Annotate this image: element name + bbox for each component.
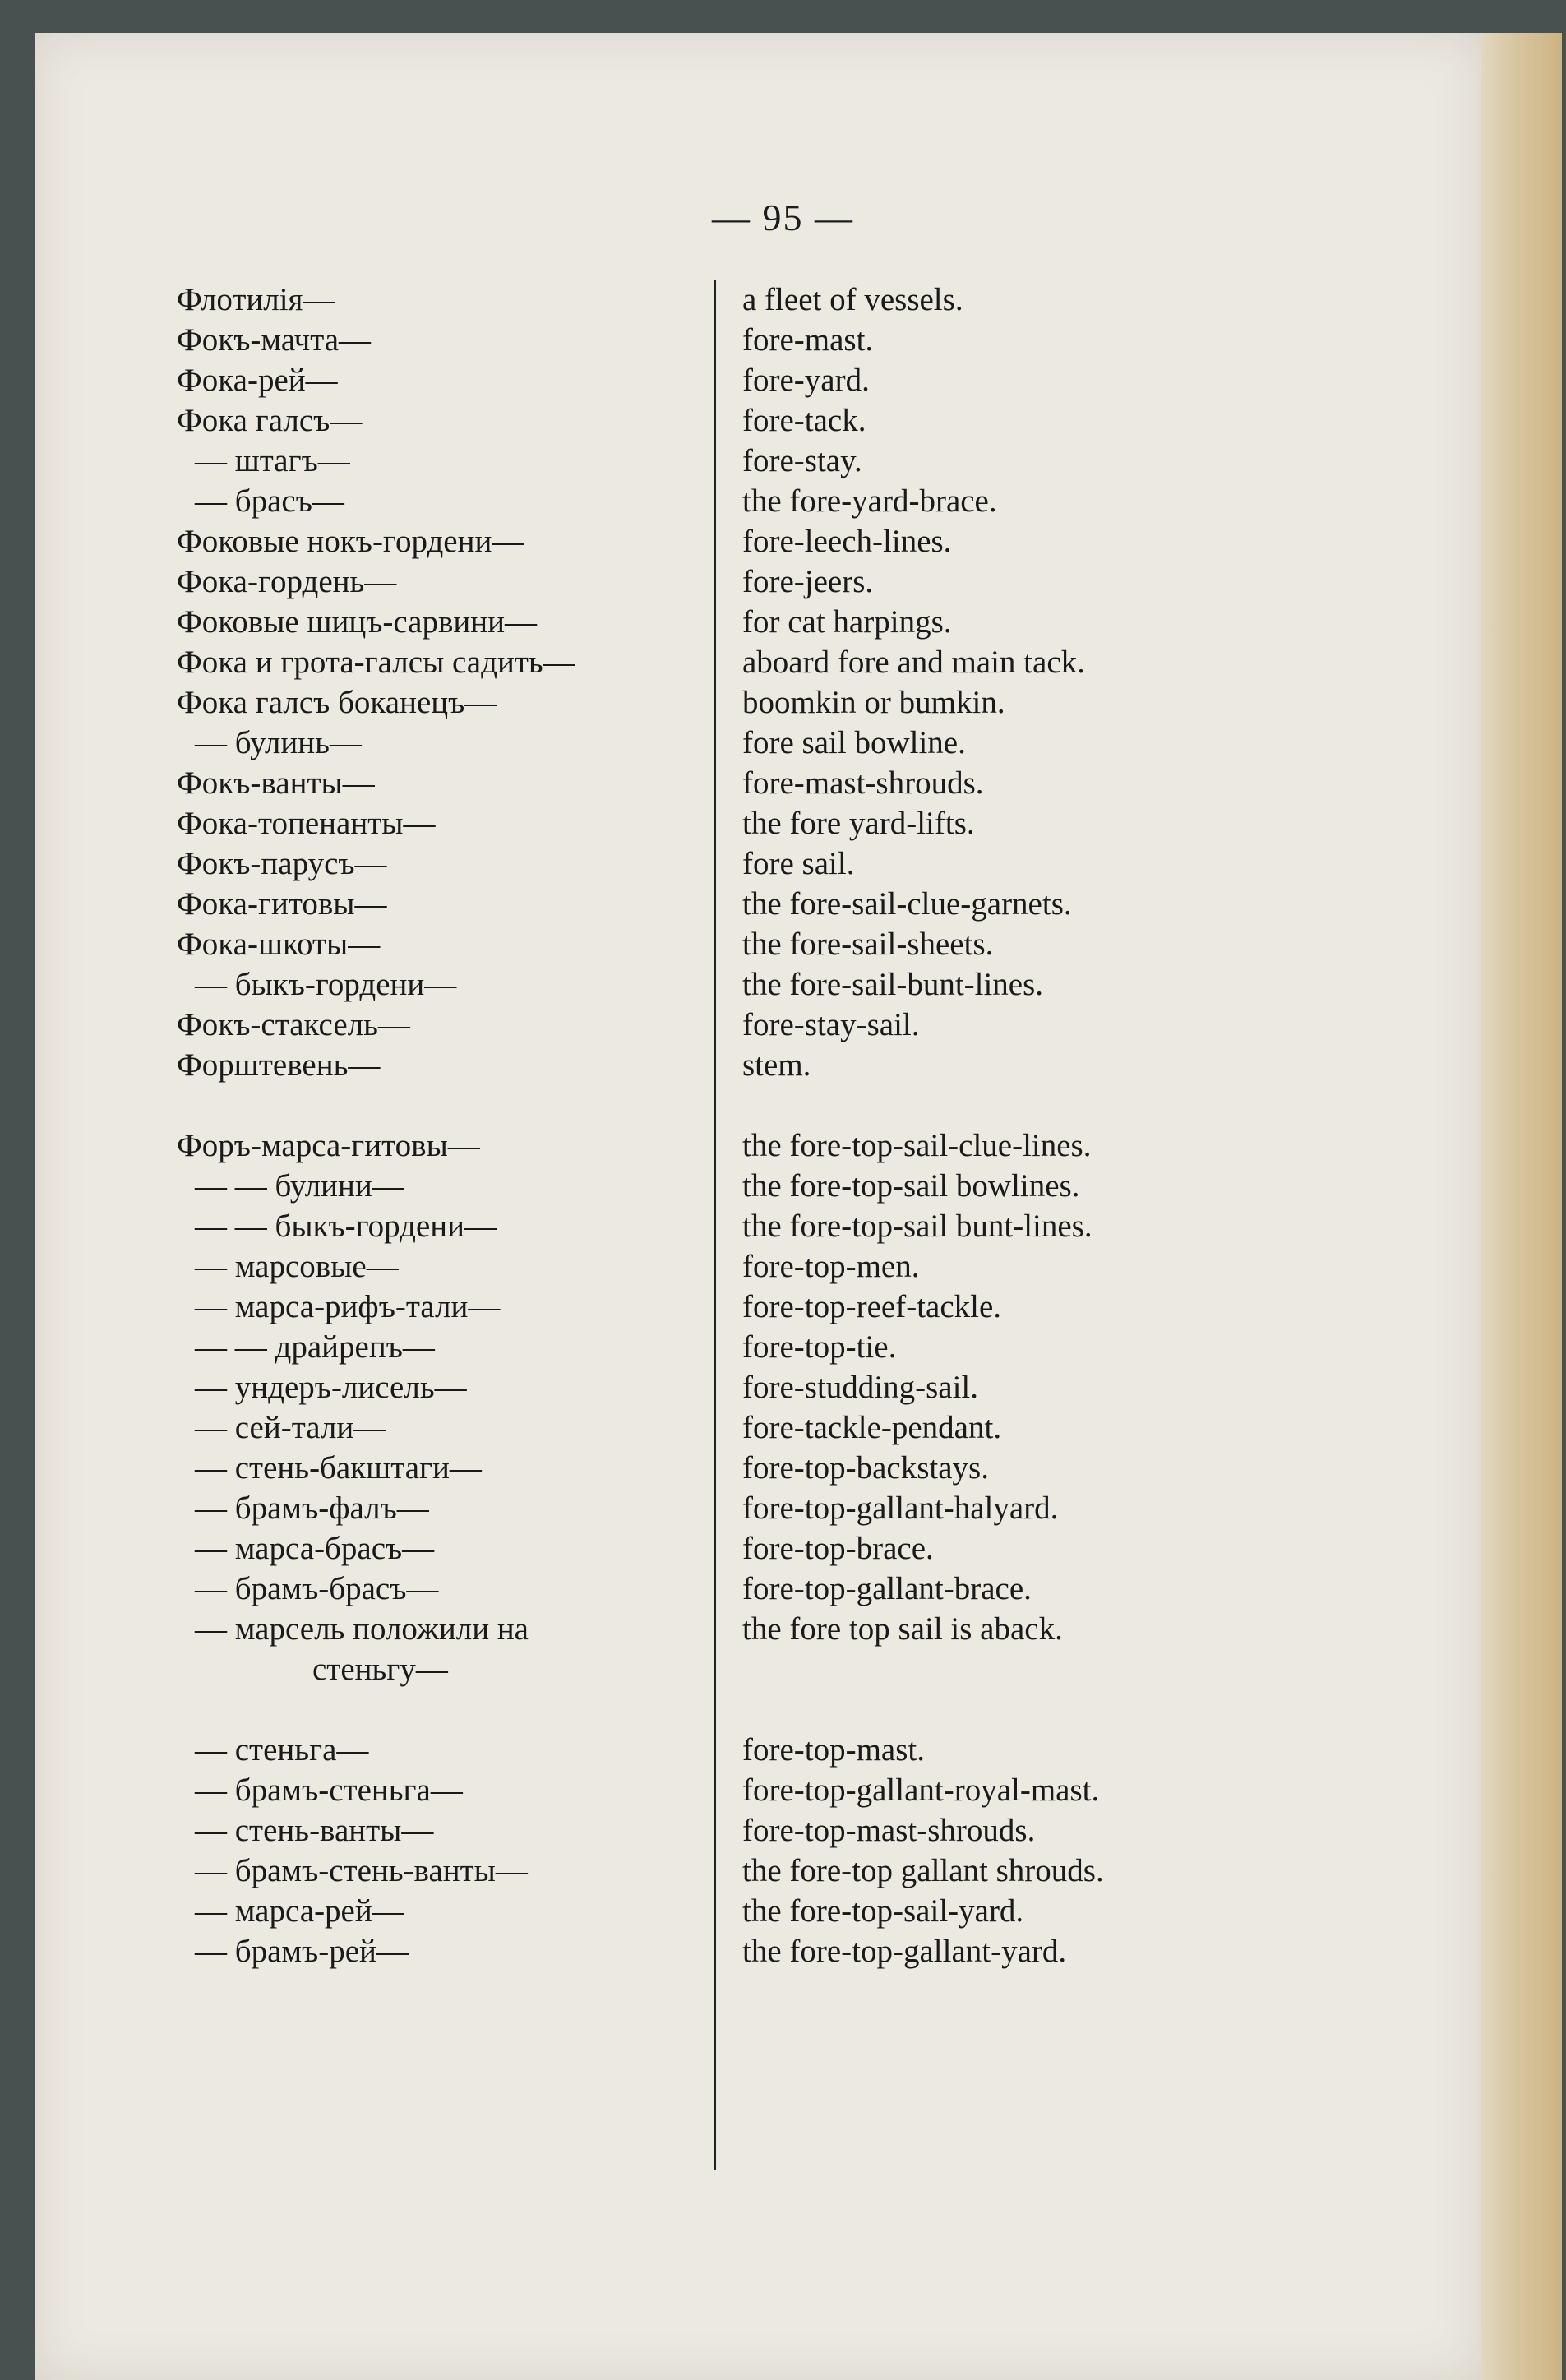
glossary-row xyxy=(0,1528,1566,1569)
russian-term: — стень-бакштаги— xyxy=(195,1450,482,1486)
glossary-row xyxy=(0,400,1566,441)
russian-term: — брамъ-брасъ— xyxy=(195,1571,439,1606)
glossary-row xyxy=(0,481,1566,521)
glossary-row xyxy=(0,1810,1566,1851)
russian-term: — марсель положили на xyxy=(195,1611,529,1647)
glossary-row xyxy=(0,441,1566,481)
russian-term: — брамъ-фалъ— xyxy=(195,1490,429,1526)
russian-term: Форштевень— xyxy=(177,1047,381,1083)
russian-term: — — быкъ-гордени— xyxy=(195,1208,497,1244)
glossary-row xyxy=(0,682,1566,723)
russian-term: Фокъ-парусъ— xyxy=(177,846,387,881)
glossary-row xyxy=(0,803,1566,843)
english-term: fore-tack. xyxy=(742,403,866,438)
glossary-row xyxy=(0,1045,1566,1085)
english-term: fore-stay-sail. xyxy=(742,1007,920,1042)
english-term: fore-top-gallant-brace. xyxy=(742,1571,1032,1606)
glossary-row xyxy=(0,642,1566,682)
glossary-row xyxy=(0,1327,1566,1367)
glossary-gap xyxy=(0,1085,1566,1125)
glossary-row xyxy=(0,320,1566,360)
english-term: fore sail. xyxy=(742,846,855,881)
glossary-row xyxy=(0,964,1566,1005)
russian-term: — брамъ-рей— xyxy=(195,1934,409,1969)
english-term: the fore-top-gallant-yard. xyxy=(742,1934,1067,1969)
russian-term: Фоковые нокъ-гордени— xyxy=(177,524,524,559)
glossary-row xyxy=(0,1287,1566,1327)
russian-term: — стеньга— xyxy=(195,1732,369,1768)
russian-term: — стень-ванты— xyxy=(195,1813,434,1848)
russian-term: — марсовые— xyxy=(195,1249,399,1284)
glossary-row xyxy=(0,1770,1566,1810)
russian-term: Фока-топенанты— xyxy=(177,806,436,841)
russian-term: — сей-тали— xyxy=(195,1410,386,1445)
russian-term: — брамъ-стеньга— xyxy=(195,1772,463,1808)
glossary-row xyxy=(0,280,1566,320)
english-term: stem. xyxy=(742,1047,811,1083)
glossary-row xyxy=(0,1488,1566,1528)
english-term: fore-leech-lines. xyxy=(742,524,952,559)
glossary-row xyxy=(0,1367,1566,1407)
russian-term: Фока галсъ боканецъ— xyxy=(177,685,497,720)
english-term: the fore yard-lifts. xyxy=(742,806,975,841)
glossary-row xyxy=(0,1206,1566,1246)
glossary-row xyxy=(0,924,1566,964)
russian-term: Фока и грота-галсы садить— xyxy=(177,645,575,680)
russian-term: — булинь— xyxy=(195,725,362,760)
glossary-row xyxy=(0,1246,1566,1287)
russian-term: — ундеръ-лисель— xyxy=(195,1370,467,1405)
glossary-row xyxy=(0,843,1566,884)
glossary-row xyxy=(0,1448,1566,1488)
russian-term: — — драйрепъ— xyxy=(195,1329,435,1365)
glossary-row xyxy=(0,360,1566,400)
glossary-gap xyxy=(0,1689,1566,1730)
english-term: fore-top-mast. xyxy=(742,1732,926,1768)
russian-term: Фока-шкоты— xyxy=(177,927,381,962)
english-term: the fore-sail-sheets. xyxy=(742,927,994,962)
glossary-list xyxy=(0,280,1566,1971)
glossary-row xyxy=(0,1569,1566,1609)
english-term: the fore-top-sail-clue-lines. xyxy=(742,1128,1092,1163)
russian-term: — марса-рифъ-тали— xyxy=(195,1289,501,1324)
russian-term: Фока галсъ— xyxy=(177,403,363,438)
english-term: fore-jeers. xyxy=(742,564,874,599)
russian-term: Фока-гордень— xyxy=(177,564,397,599)
english-term: fore-top-reef-tackle. xyxy=(742,1289,1002,1324)
glossary-row xyxy=(0,1931,1566,1971)
english-term: the fore-top-sail-yard. xyxy=(742,1893,1024,1929)
english-term: the fore-top gallant shrouds. xyxy=(742,1853,1104,1888)
russian-term: — марса-рей— xyxy=(195,1893,404,1929)
english-term: the fore-top-sail bowlines. xyxy=(742,1168,1080,1204)
russian-term: Фокъ-ванты— xyxy=(177,765,375,801)
english-term: fore-top-gallant-royal-mast. xyxy=(742,1772,1100,1808)
english-term: fore-studding-sail. xyxy=(742,1370,979,1405)
glossary-row xyxy=(0,1730,1566,1770)
english-term: fore-top-backstays. xyxy=(742,1450,989,1486)
russian-term: — марса-брасъ— xyxy=(195,1531,435,1566)
english-term: fore-tackle-pendant. xyxy=(742,1410,1002,1445)
glossary-row xyxy=(0,1891,1566,1931)
english-term: the fore-sail-bunt-lines. xyxy=(742,967,1044,1002)
english-term: fore-top-men. xyxy=(742,1249,920,1284)
english-term: fore-mast-shrouds. xyxy=(742,765,984,801)
glossary-row xyxy=(0,1851,1566,1891)
glossary-row xyxy=(0,1649,1566,1689)
english-term: fore-yard. xyxy=(742,363,870,398)
russian-term: Форъ-марса-гитовы— xyxy=(177,1128,480,1163)
english-term: fore-stay. xyxy=(742,443,862,478)
russian-term: — брасъ— xyxy=(195,483,344,519)
glossary-row xyxy=(0,1125,1566,1166)
page-number: — 95 — xyxy=(712,196,854,238)
russian-term: — — булини— xyxy=(195,1168,404,1204)
english-term: fore-top-brace. xyxy=(742,1531,934,1566)
english-term: the fore top sail is aback. xyxy=(742,1611,1063,1647)
russian-term: Фокъ-стаксель— xyxy=(177,1007,410,1042)
glossary-row xyxy=(0,561,1566,602)
english-term: fore sail bowline. xyxy=(742,725,966,760)
english-term: aboard fore and main tack. xyxy=(742,645,1085,680)
russian-term-continuation: стеньгу— xyxy=(312,1652,448,1687)
english-term: for cat harpings. xyxy=(742,604,952,640)
english-term: the fore-yard-brace. xyxy=(742,483,997,519)
glossary-row xyxy=(0,521,1566,561)
glossary-row xyxy=(0,1609,1566,1649)
glossary-row xyxy=(0,1407,1566,1448)
glossary-row xyxy=(0,602,1566,642)
russian-term: Фока-гитовы— xyxy=(177,886,387,922)
russian-term: — штагъ— xyxy=(195,443,350,478)
glossary-row xyxy=(0,763,1566,803)
russian-term: Фоковые шицъ-сарвини— xyxy=(177,604,538,640)
english-term: the fore-top-sail bunt-lines. xyxy=(742,1208,1093,1244)
english-term: fore-top-mast-shrouds. xyxy=(742,1813,1036,1848)
russian-term: Фока-рей— xyxy=(177,363,338,398)
glossary-row xyxy=(0,884,1566,924)
russian-term: — брамъ-стень-ванты— xyxy=(195,1853,528,1888)
english-term: fore-mast. xyxy=(742,322,874,358)
glossary-row xyxy=(0,1005,1566,1045)
english-term: boomkin or bumkin. xyxy=(742,685,1005,720)
russian-term: Флотилія— xyxy=(177,282,335,317)
english-term: the fore-sail-clue-garnets. xyxy=(742,886,1072,922)
russian-term: — быкъ-гордени— xyxy=(195,967,457,1002)
russian-term: Фокъ-мачта— xyxy=(177,322,372,358)
glossary-row xyxy=(0,723,1566,763)
glossary-row xyxy=(0,1166,1566,1206)
english-term: fore-top-gallant-halyard. xyxy=(742,1490,1059,1526)
english-term: a fleet of vessels. xyxy=(742,282,963,317)
english-term: fore-top-tie. xyxy=(742,1329,897,1365)
